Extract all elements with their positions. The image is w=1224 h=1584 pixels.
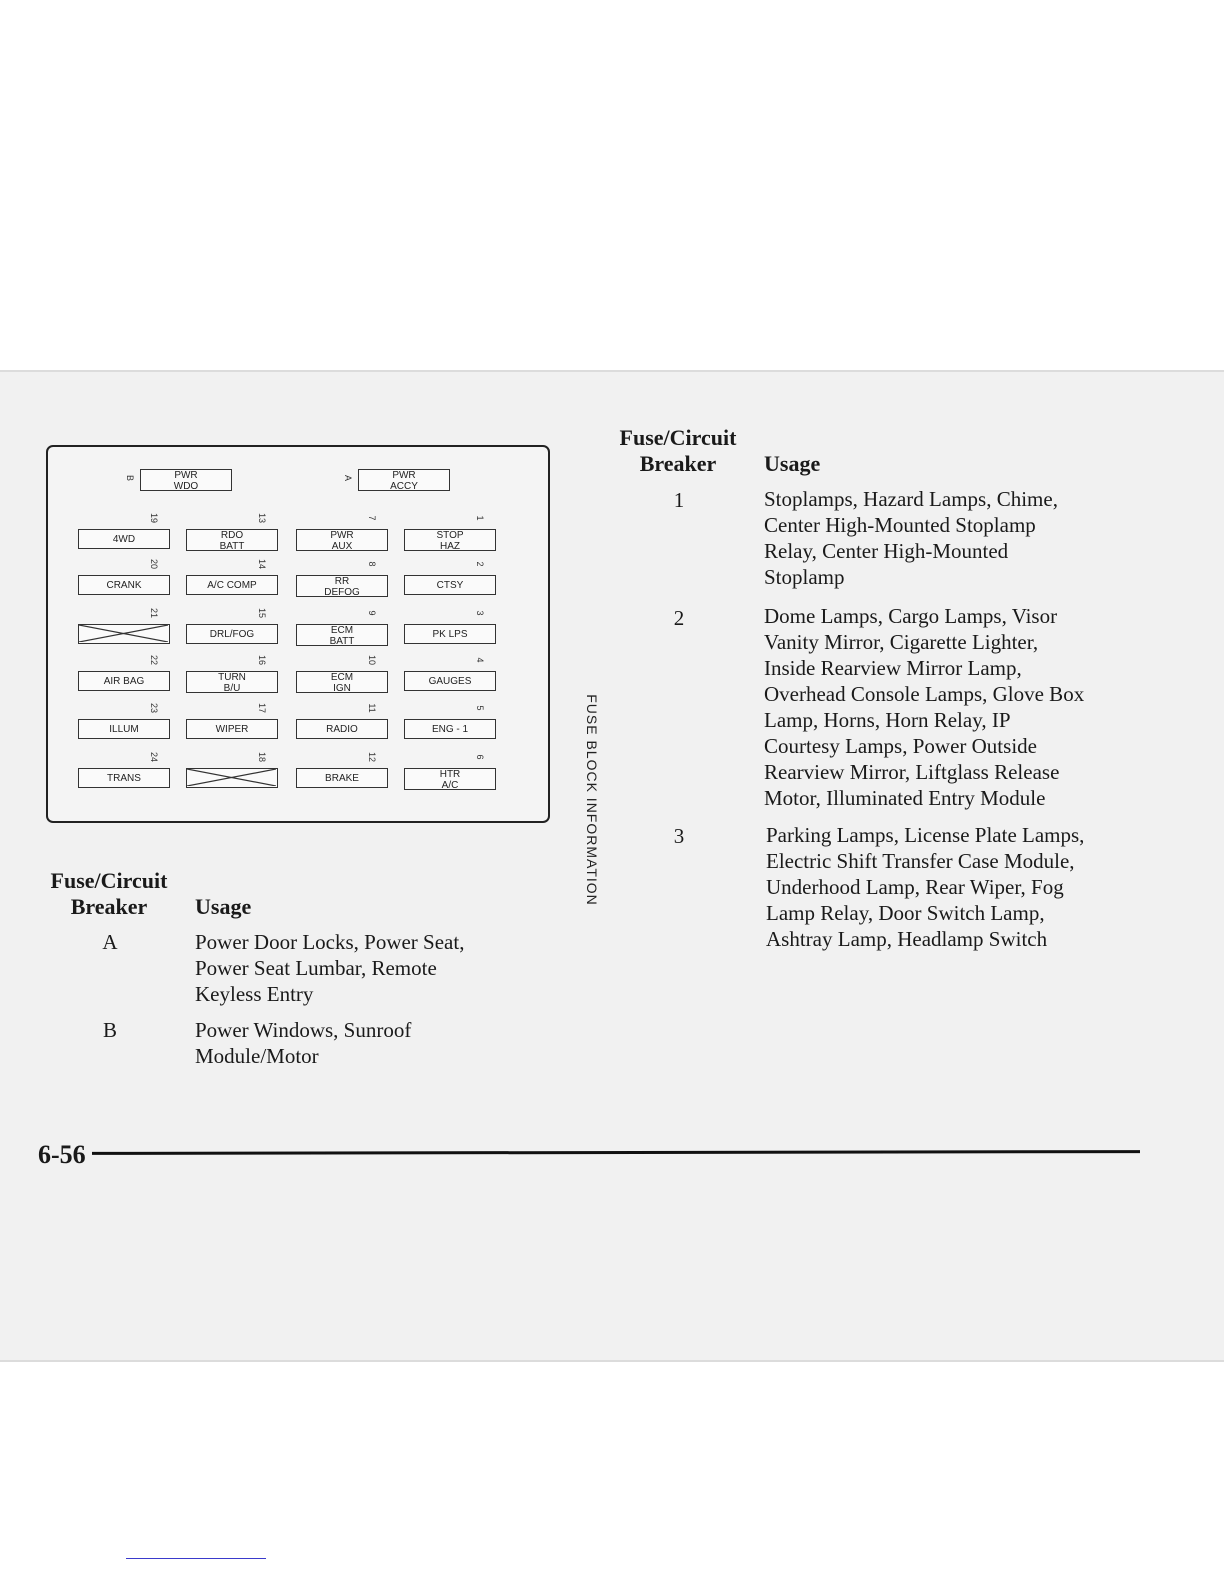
fuse-slot <box>296 719 388 739</box>
fuse-label: RADIO <box>326 724 358 735</box>
fuse-label: PWR <box>174 470 198 481</box>
fuse-slot <box>186 624 278 644</box>
usage-line: Power Seat Lumbar, Remote <box>195 956 437 980</box>
fuse-slot <box>296 529 388 551</box>
fuse-slot <box>186 575 278 595</box>
fuse-label: PWR <box>392 470 416 481</box>
empty-slot-cross-icon <box>187 769 276 786</box>
fuse-label: BATT <box>219 541 245 552</box>
diagram-title: FUSE BLOCK INFORMATION <box>584 694 601 906</box>
fuse-slot-top <box>358 469 450 491</box>
fuse-slot <box>78 575 170 595</box>
fuse-number: A <box>343 474 353 481</box>
fuse-label: PK LPS <box>432 629 468 640</box>
usage-line: Motor, Illuminated Entry Module <box>764 786 1046 810</box>
fuse-number: 24 <box>149 751 159 762</box>
usage-line: Lamp, Horns, Horn Relay, IP <box>764 708 1011 732</box>
fuse-number: 3 <box>475 610 485 616</box>
left-header-line2: Breaker <box>70 894 148 919</box>
left-row-b-id: B <box>102 1018 117 1042</box>
fuse-label: TRANS <box>107 773 141 784</box>
left-row-a-id: A <box>102 930 118 954</box>
fuse-number: 8 <box>367 561 377 567</box>
fuse-slot-top <box>140 469 232 491</box>
usage-line: Electric Shift Transfer Case Module, <box>766 849 1075 873</box>
right-header-line1: Fuse/Circuit <box>619 425 737 450</box>
fuse-slot <box>404 671 496 691</box>
fuse-label: ECM <box>330 672 354 683</box>
fuse-label: DEFOG <box>324 587 360 598</box>
fuse-empty-slot <box>186 768 278 788</box>
fuse-slot <box>404 575 496 595</box>
usage-line: Module/Motor <box>195 1044 319 1068</box>
fuse-number: 13 <box>257 512 267 523</box>
left-header-usage: Usage <box>195 894 252 919</box>
usage-line: Vanity Mirror, Cigarette Lighter, <box>764 630 1039 654</box>
usage-line: Ashtray Lamp, Headlamp Switch <box>766 927 1048 951</box>
fuse-number: 7 <box>367 515 377 521</box>
fuse-number: 23 <box>149 702 159 713</box>
usage-line: Power Windows, Sunroof <box>195 1018 412 1042</box>
fuse-slot <box>78 768 170 788</box>
fuse-empty-slot <box>78 624 170 644</box>
fuse-number: 17 <box>257 702 267 713</box>
fuse-label: IGN <box>333 683 351 694</box>
fuse-label: DRL/FOG <box>209 629 255 640</box>
usage-line: Power Door Locks, Power Seat, <box>195 930 465 954</box>
fuse-label: STOP <box>436 530 464 541</box>
fuse-number: 10 <box>367 654 377 665</box>
fuse-number: B <box>125 474 135 481</box>
fuse-number: 15 <box>257 607 267 618</box>
fuse-label: WIPER <box>215 724 249 735</box>
fuse-slot <box>404 719 496 739</box>
usage-line: Center High-Mounted Stoplamp <box>764 513 1036 537</box>
fuse-slot <box>404 624 496 644</box>
fuse-number: 20 <box>149 558 159 569</box>
right-header-line2: Breaker <box>639 451 717 476</box>
fuse-number: 18 <box>257 751 267 762</box>
usage-line: Underhood Lamp, Rear Wiper, Fog <box>766 875 1064 899</box>
fuse-label: HTR <box>439 769 461 780</box>
right-row-2-id: 2 <box>673 606 685 630</box>
diagram-title-wrap <box>478 622 678 906</box>
left-header-line1: Fuse/Circuit <box>50 868 168 893</box>
fuse-slot <box>296 671 388 693</box>
bottom-link-underline <box>126 1558 266 1559</box>
fuse-number: 2 <box>475 561 485 567</box>
fuse-slot <box>186 719 278 739</box>
fuse-number: 19 <box>149 512 159 523</box>
empty-slot-cross-icon <box>79 625 168 642</box>
fuse-label: RDO <box>220 530 244 541</box>
fuse-number: 6 <box>475 754 485 760</box>
fuse-label: ACCY <box>390 481 418 492</box>
usage-line: Courtesy Lamps, Power Outside <box>764 734 1037 758</box>
fuse-slot <box>78 529 170 549</box>
fuse-number: 11 <box>367 703 377 713</box>
fuse-label: HAZ <box>440 541 460 552</box>
fuse-number: 9 <box>367 610 377 616</box>
fuse-label: WDO <box>173 481 199 492</box>
right-row-2-usage <box>764 603 1084 811</box>
usage-line: Stoplamp <box>764 565 845 589</box>
fuse-label: 4WD <box>112 534 136 545</box>
usage-line: Parking Lamps, License Plate Lamps, <box>766 823 1085 847</box>
usage-line: Inside Rearview Mirror Lamp, <box>764 656 1022 680</box>
fuse-label: RR <box>334 576 350 587</box>
fuse-label: AIR BAG <box>103 676 145 687</box>
usage-line: Stoplamps, Hazard Lamps, Chime, <box>764 487 1058 511</box>
fuse-label: A/C COMP <box>207 580 257 591</box>
page-number: 6-56 <box>38 1140 86 1169</box>
fuse-label: A/C <box>441 780 459 791</box>
fuse-slot <box>186 529 278 551</box>
fuse-number: 22 <box>149 654 159 665</box>
fuse-label: PWR <box>330 530 354 541</box>
fuse-label: TURN <box>218 672 246 683</box>
fuse-slot <box>296 624 388 646</box>
fuse-label: GAUGES <box>428 676 472 687</box>
fuse-slot <box>186 671 278 693</box>
fuse-label: AUX <box>331 541 353 552</box>
left-row-b-usage <box>195 1017 411 1069</box>
fuse-label: BATT <box>329 636 355 647</box>
fuse-number: 16 <box>257 654 267 665</box>
fuse-slot <box>296 768 388 788</box>
left-row-a-usage <box>195 929 464 1007</box>
usage-line: Relay, Center High-Mounted <box>764 539 1009 563</box>
fuse-label: B/U <box>223 683 241 694</box>
usage-line: Dome Lamps, Cargo Lamps, Visor <box>764 604 1058 628</box>
right-row-3-id: 3 <box>673 824 685 848</box>
fuse-slot <box>78 671 170 691</box>
fuse-slot <box>78 719 170 739</box>
right-row-3-usage <box>766 822 1084 952</box>
fuse-label: ENG - 1 <box>431 724 469 735</box>
right-header-usage: Usage <box>764 451 821 476</box>
right-header-col1 <box>612 425 744 477</box>
fuse-label: BRAKE <box>325 773 359 784</box>
fuse-slot <box>404 529 496 551</box>
fuse-number: 14 <box>257 558 267 569</box>
fuse-number: 4 <box>475 657 485 663</box>
usage-line: Overhead Console Lamps, Glove Box <box>764 682 1085 706</box>
usage-line: Rearview Mirror, Liftglass Release <box>764 760 1060 784</box>
fuse-number: 5 <box>475 705 485 711</box>
fuse-slot <box>404 768 496 790</box>
fuse-slot <box>296 575 388 597</box>
fuse-label: ILLUM <box>109 724 139 735</box>
right-row-1-usage <box>764 486 1058 590</box>
fuse-label: CTSY <box>436 580 464 591</box>
fuse-number: 1 <box>475 515 485 521</box>
fuse-label: ECM <box>330 625 354 636</box>
fuse-label: CRANK <box>106 580 142 591</box>
left-header-col1 <box>46 868 172 920</box>
fuse-number: 21 <box>149 607 159 618</box>
right-row-1-id: 1 <box>673 488 685 512</box>
usage-line: Keyless Entry <box>195 982 314 1006</box>
fuse-number: 12 <box>367 751 377 762</box>
usage-line: Lamp Relay, Door Switch Lamp, <box>766 901 1045 925</box>
